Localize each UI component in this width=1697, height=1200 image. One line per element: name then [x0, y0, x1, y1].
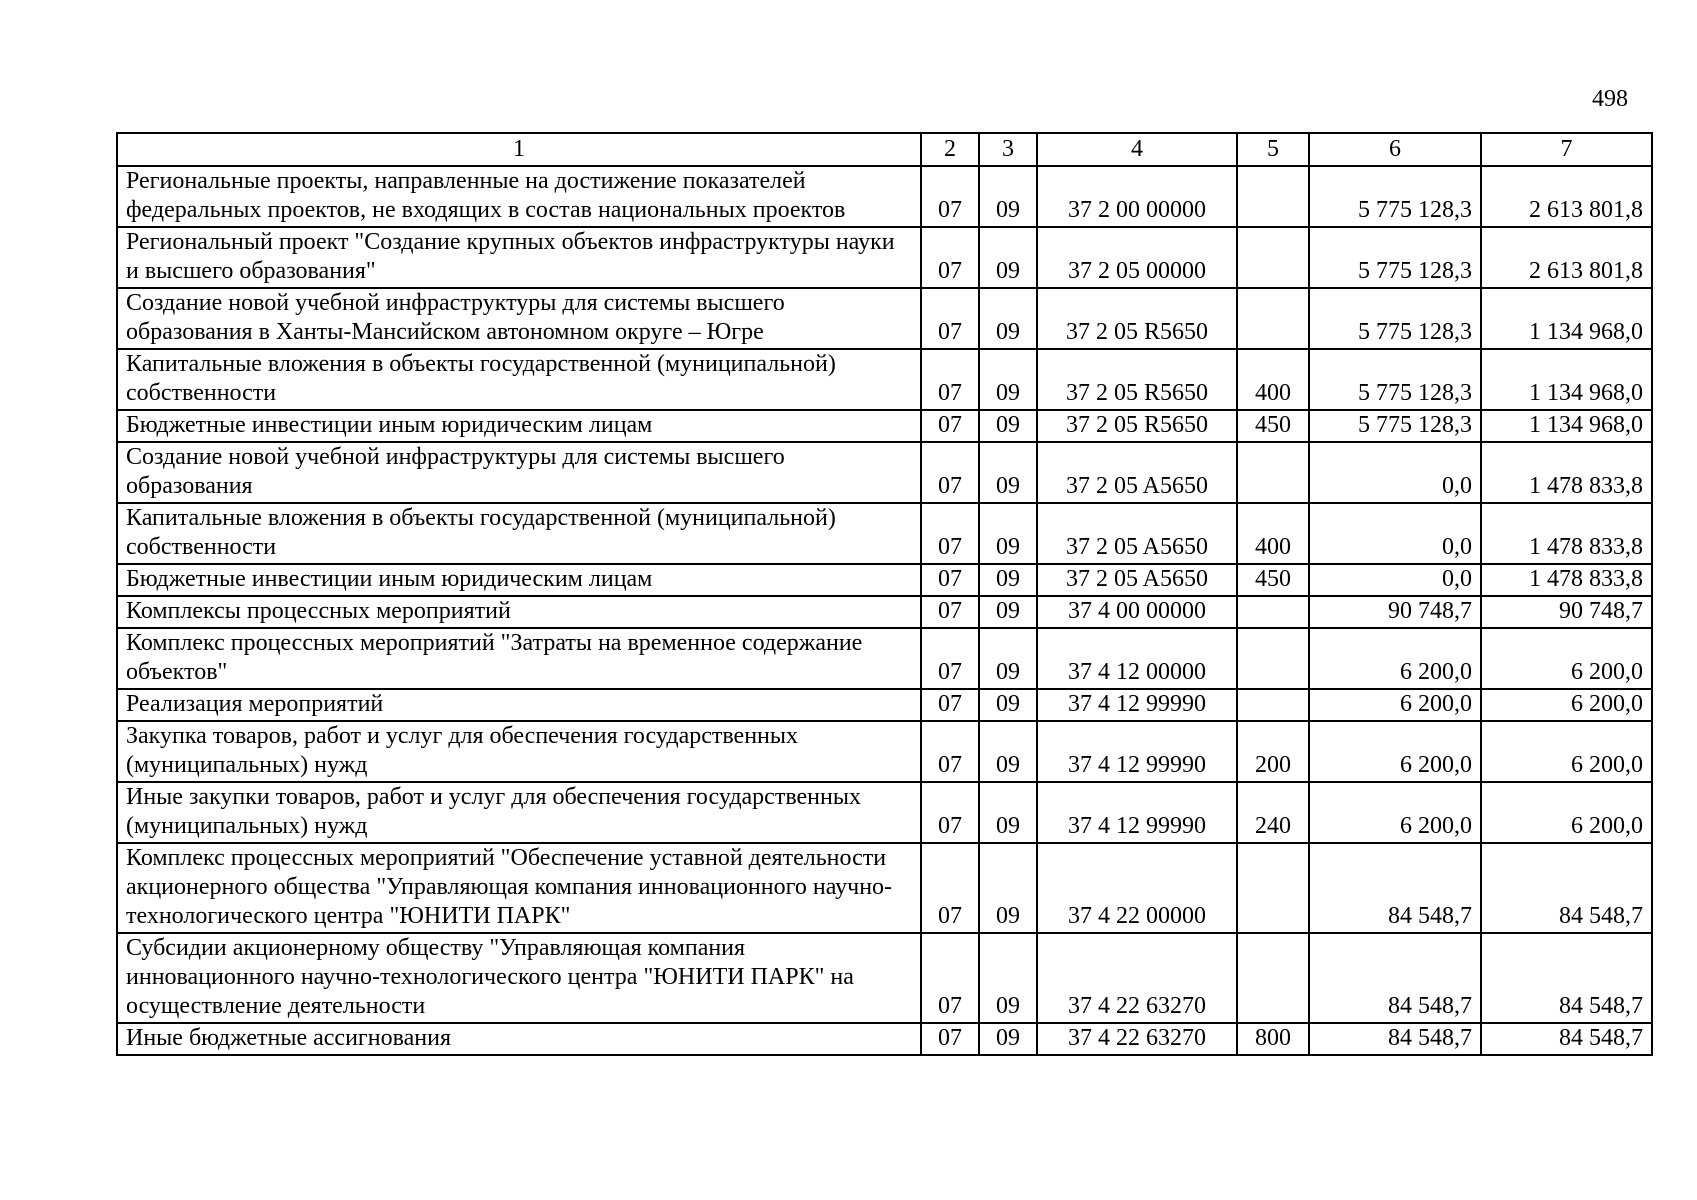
row-amount-1-cell: 6 200,0 [1309, 782, 1481, 843]
row-target-code-cell: 37 4 00 00000 [1037, 596, 1237, 628]
row-amount-2-cell: 2 613 801,8 [1481, 166, 1652, 227]
row-amount-1-cell: 6 200,0 [1309, 721, 1481, 782]
table-row [117, 933, 1652, 1023]
table-row [117, 628, 1652, 689]
header-cell: 3 [979, 133, 1037, 166]
row-name-cell: Капитальные вложения в объекты государственной (муниципальной) собственности [117, 349, 921, 410]
row-amount-1-cell: 84 548,7 [1309, 843, 1481, 933]
row-subsection-cell: 09 [979, 503, 1037, 564]
row-amount-2-cell: 6 200,0 [1481, 721, 1652, 782]
row-expense-type-cell [1237, 933, 1309, 1023]
row-amount-1-cell: 90 748,7 [1309, 596, 1481, 628]
row-amount-1-cell: 0,0 [1309, 442, 1481, 503]
row-section-cell: 07 [921, 782, 979, 843]
row-amount-1-cell: 5 775 128,3 [1309, 410, 1481, 442]
header-cell: 6 [1309, 133, 1481, 166]
table-row [117, 349, 1652, 410]
row-subsection-cell: 09 [979, 689, 1037, 721]
row-section-cell: 07 [921, 1023, 979, 1055]
row-amount-1-cell: 5 775 128,3 [1309, 288, 1481, 349]
row-amount-1-cell: 84 548,7 [1309, 933, 1481, 1023]
row-name-cell: Закупка товаров, работ и услуг для обеспечения государственных (муниципальных) нужд [117, 721, 921, 782]
row-name-cell: Реализация мероприятий [117, 689, 921, 721]
row-amount-1-cell: 0,0 [1309, 503, 1481, 564]
row-amount-2-cell: 6 200,0 [1481, 782, 1652, 843]
row-target-code-cell: 37 4 22 63270 [1037, 1023, 1237, 1055]
row-target-code-cell: 37 2 05 A5650 [1037, 564, 1237, 596]
row-target-code-cell: 37 2 05 A5650 [1037, 503, 1237, 564]
row-subsection-cell: 09 [979, 166, 1037, 227]
budget-table [116, 132, 1653, 1056]
row-section-cell: 07 [921, 721, 979, 782]
row-target-code-cell: 37 4 12 99990 [1037, 689, 1237, 721]
row-amount-2-cell: 1 478 833,8 [1481, 442, 1652, 503]
row-name-cell: Бюджетные инвестиции иным юридическим лицам [117, 564, 921, 596]
row-name-cell: Создание новой учебной инфраструктуры для системы высшего образования [117, 442, 921, 503]
row-expense-type-cell: 240 [1237, 782, 1309, 843]
table-row [117, 410, 1652, 442]
row-section-cell: 07 [921, 503, 979, 564]
row-name-cell: Иные бюджетные ассигнования [117, 1023, 921, 1055]
row-section-cell: 07 [921, 442, 979, 503]
row-name-cell: Комплекс процессных мероприятий "Затраты на временное содержание объектов" [117, 628, 921, 689]
row-expense-type-cell [1237, 166, 1309, 227]
row-target-code-cell: 37 4 12 99990 [1037, 721, 1237, 782]
row-expense-type-cell: 450 [1237, 410, 1309, 442]
row-amount-2-cell: 1 134 968,0 [1481, 410, 1652, 442]
row-expense-type-cell [1237, 596, 1309, 628]
row-amount-2-cell: 1 134 968,0 [1481, 288, 1652, 349]
row-expense-type-cell [1237, 843, 1309, 933]
row-section-cell: 07 [921, 288, 979, 349]
row-amount-2-cell: 6 200,0 [1481, 628, 1652, 689]
row-target-code-cell: 37 2 05 R5650 [1037, 410, 1237, 442]
row-expense-type-cell [1237, 442, 1309, 503]
table-row [117, 288, 1652, 349]
row-target-code-cell: 37 4 12 00000 [1037, 628, 1237, 689]
row-amount-2-cell: 84 548,7 [1481, 843, 1652, 933]
table-row [117, 503, 1652, 564]
row-section-cell: 07 [921, 349, 979, 410]
row-subsection-cell: 09 [979, 628, 1037, 689]
row-subsection-cell: 09 [979, 288, 1037, 349]
row-subsection-cell: 09 [979, 1023, 1037, 1055]
row-amount-1-cell: 84 548,7 [1309, 1023, 1481, 1055]
row-amount-2-cell: 1 478 833,8 [1481, 503, 1652, 564]
table-row [117, 596, 1652, 628]
row-name-cell: Иные закупки товаров, работ и услуг для обеспечения государственных (муниципальных) нужд [117, 782, 921, 843]
row-subsection-cell: 09 [979, 349, 1037, 410]
row-amount-1-cell: 6 200,0 [1309, 689, 1481, 721]
row-subsection-cell: 09 [979, 782, 1037, 843]
row-expense-type-cell: 400 [1237, 349, 1309, 410]
row-section-cell: 07 [921, 166, 979, 227]
row-section-cell: 07 [921, 564, 979, 596]
row-amount-2-cell: 2 613 801,8 [1481, 227, 1652, 288]
row-expense-type-cell: 400 [1237, 503, 1309, 564]
row-section-cell: 07 [921, 596, 979, 628]
header-row [117, 133, 1652, 166]
row-amount-2-cell: 1 478 833,8 [1481, 564, 1652, 596]
row-section-cell: 07 [921, 628, 979, 689]
row-amount-2-cell: 90 748,7 [1481, 596, 1652, 628]
row-target-code-cell: 37 4 12 99990 [1037, 782, 1237, 843]
row-name-cell: Бюджетные инвестиции иным юридическим лицам [117, 410, 921, 442]
row-expense-type-cell: 200 [1237, 721, 1309, 782]
table-row [117, 564, 1652, 596]
header-cell: 4 [1037, 133, 1237, 166]
page-number: 498 [1592, 86, 1628, 112]
row-target-code-cell: 37 2 05 R5650 [1037, 288, 1237, 349]
table-row [117, 843, 1652, 933]
row-target-code-cell: 37 4 22 00000 [1037, 843, 1237, 933]
row-amount-2-cell: 84 548,7 [1481, 933, 1652, 1023]
row-expense-type-cell: 800 [1237, 1023, 1309, 1055]
row-amount-1-cell: 6 200,0 [1309, 628, 1481, 689]
row-name-cell: Региональные проекты, направленные на достижение показателей федеральных проектов, не входящих в состав национальных проектов [117, 166, 921, 227]
row-name-cell: Комплексы процессных мероприятий [117, 596, 921, 628]
header-cell: 5 [1237, 133, 1309, 166]
row-section-cell: 07 [921, 227, 979, 288]
row-expense-type-cell [1237, 227, 1309, 288]
row-amount-1-cell: 5 775 128,3 [1309, 166, 1481, 227]
row-subsection-cell: 09 [979, 843, 1037, 933]
row-amount-1-cell: 5 775 128,3 [1309, 227, 1481, 288]
row-name-cell: Субсидии акционерному обществу "Управляющая компания инновационного научно-технологического центра "ЮНИТИ ПАРК" на осуществление деятельности [117, 933, 921, 1023]
row-subsection-cell: 09 [979, 410, 1037, 442]
row-target-code-cell: 37 4 22 63270 [1037, 933, 1237, 1023]
row-subsection-cell: 09 [979, 227, 1037, 288]
row-amount-2-cell: 1 134 968,0 [1481, 349, 1652, 410]
header-cell: 1 [117, 133, 921, 166]
header-cell: 7 [1481, 133, 1652, 166]
row-name-cell: Комплекс процессных мероприятий "Обеспечение уставной деятельности акционерного общества "Управляющая компания инновационного научно-технологического центра "ЮНИТИ ПАРК" [117, 843, 921, 933]
row-name-cell: Капитальные вложения в объекты государственной (муниципальной) собственности [117, 503, 921, 564]
header-cell: 2 [921, 133, 979, 166]
table-row [117, 782, 1652, 843]
table-row [117, 689, 1652, 721]
row-amount-2-cell: 84 548,7 [1481, 1023, 1652, 1055]
table-row [117, 227, 1652, 288]
row-section-cell: 07 [921, 843, 979, 933]
row-amount-2-cell: 6 200,0 [1481, 689, 1652, 721]
row-subsection-cell: 09 [979, 442, 1037, 503]
row-section-cell: 07 [921, 689, 979, 721]
row-expense-type-cell [1237, 689, 1309, 721]
table-row [117, 721, 1652, 782]
row-subsection-cell: 09 [979, 564, 1037, 596]
row-expense-type-cell [1237, 628, 1309, 689]
row-expense-type-cell: 450 [1237, 564, 1309, 596]
table-row [117, 1023, 1652, 1055]
row-subsection-cell: 09 [979, 933, 1037, 1023]
row-subsection-cell: 09 [979, 596, 1037, 628]
table-row [117, 442, 1652, 503]
row-name-cell: Создание новой учебной инфраструктуры для системы высшего образования в Ханты-Мансийском автономном округе – Югре [117, 288, 921, 349]
row-name-cell: Региональный проект "Создание крупных объектов инфраструктуры науки и высшего образования" [117, 227, 921, 288]
row-target-code-cell: 37 2 05 A5650 [1037, 442, 1237, 503]
row-target-code-cell: 37 2 05 00000 [1037, 227, 1237, 288]
row-target-code-cell: 37 2 00 00000 [1037, 166, 1237, 227]
row-target-code-cell: 37 2 05 R5650 [1037, 349, 1237, 410]
table-row [117, 166, 1652, 227]
row-subsection-cell: 09 [979, 721, 1037, 782]
row-section-cell: 07 [921, 933, 979, 1023]
row-amount-1-cell: 0,0 [1309, 564, 1481, 596]
row-expense-type-cell [1237, 288, 1309, 349]
row-section-cell: 07 [921, 410, 979, 442]
row-amount-1-cell: 5 775 128,3 [1309, 349, 1481, 410]
